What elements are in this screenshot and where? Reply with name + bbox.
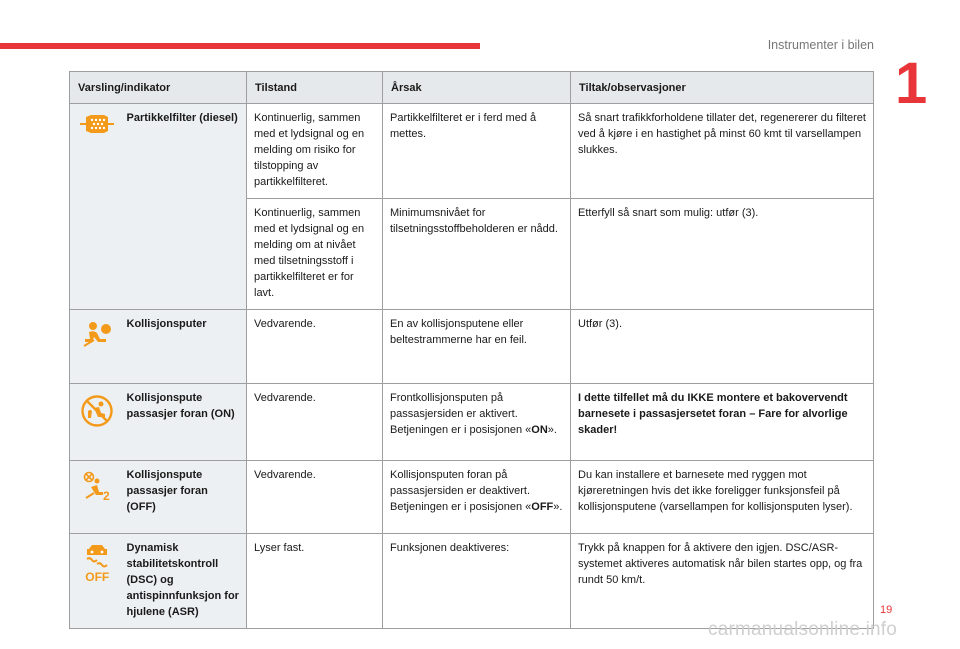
section-title: Instrumenter i bilen — [767, 38, 874, 52]
table-row — [70, 384, 874, 461]
arsak-cell: En av kollisjonsputene eller beltestrammerne har en feil. — [383, 310, 571, 384]
indicator-icon-cell — [70, 104, 125, 310]
top-accent-bar — [0, 43, 480, 49]
column-header: Årsak — [383, 72, 571, 104]
column-header: Tiltak/observasjoner — [571, 72, 874, 104]
tiltak-cell: I dette tilfellet må du IKKE montere et bakovervendt barnesete i passasjersetet foran – Fare for alvorlige skader! — [571, 384, 874, 461]
off-label: OFF — [85, 570, 110, 584]
table-row — [70, 461, 874, 534]
airbag-icon — [82, 320, 112, 348]
arsak-cell: Partikkelfilteret er i ferd med å mettes. — [383, 104, 571, 199]
tilstand-cell: Vedvarende. — [247, 461, 383, 534]
chapter-number: 1 — [895, 51, 928, 116]
table-row — [70, 104, 874, 199]
indicator-icon-cell — [70, 310, 125, 384]
tilstand-cell: Kontinuerlig, sammen med et lydsignal og en melding om at nivået med tilsetningsstoff i partikkelfilteret er for lavt. — [247, 199, 383, 310]
column-header: Varsling/indikator — [70, 72, 247, 104]
tiltak-cell: Du kan installere et barnesete med ryggen mot kjøreretningen hvis det ikke foreligger funksjonsfeil på kollisjonsputene (varsellampen for kollisjonsputen lyser). — [571, 461, 874, 534]
arsak-cell: Minimumsnivået for tilsetningsstoffbeholderen er nådd. — [383, 199, 571, 310]
tiltak-cell: Så snart trafikkforholdene tillater det, regenererer du filteret ved å kjøre i en hastighet på minst 60 kmt til varsellampen slukkes. — [571, 104, 874, 199]
indicator-name: Dynamisk stabilitetskontroll (DSC) og antispinnfunksjon for hjulene (ASR) — [125, 534, 247, 629]
watermark: carmanualsonline.info — [708, 619, 898, 640]
arsak-cell: Funksjonen deaktiveres: — [383, 534, 571, 629]
tilstand-cell: Kontinuerlig, sammen med et lydsignal og en melding om risiko for tilstopping av partikkelfilteret. — [247, 104, 383, 199]
passenger-airbag-on-icon — [80, 394, 114, 428]
page-number: 19 — [880, 604, 893, 616]
tilstand-cell: Lyser fast. — [247, 534, 383, 629]
indicator-name: Kollisjonsputer — [125, 310, 247, 384]
tiltak-cell: Trykk på knappen for å aktivere den igjen. DSC/ASR-systemet aktiveres automatisk når bilen startes opp, og fra rundt 50 km/t. — [571, 534, 874, 629]
indicator-name: Kollisjonspute passasjer foran (OFF) — [125, 461, 247, 534]
arsak-cell: Frontkollisjonsputen på passasjersiden er aktivert. Betjeningen er i posisjonen «ON». — [383, 384, 571, 461]
table-row — [70, 310, 874, 384]
indicator-icon-cell — [70, 384, 125, 461]
table-header-row — [70, 72, 874, 104]
warning-lights-table — [69, 71, 874, 629]
table-row — [70, 534, 874, 629]
indicator-name: Kollisjonspute passasjer foran (ON) — [125, 384, 247, 461]
tiltak-cell: Utfør (3). — [571, 310, 874, 384]
svg-text:2: 2 — [103, 489, 110, 501]
tilstand-cell: Vedvarende. — [247, 310, 383, 384]
column-header: Tilstand — [247, 72, 383, 104]
particle-filter-icon — [78, 114, 116, 134]
indicator-name: Partikkelfilter (diesel) — [125, 104, 247, 310]
arsak-cell: Kollisjonsputen foran på passasjersiden er deaktivert. Betjeningen er i posisjonen «OFF». — [383, 461, 571, 534]
skidding-car-icon — [84, 544, 110, 568]
tilstand-cell: Vedvarende. — [247, 384, 383, 461]
tiltak-cell: Etterfyll så snart som mulig: utfør (3). — [571, 199, 874, 310]
indicator-icon-cell — [70, 534, 125, 629]
passenger-airbag-off-icon — [82, 471, 112, 501]
indicator-icon-cell — [70, 461, 125, 534]
dsc-off-icon — [84, 544, 110, 583]
